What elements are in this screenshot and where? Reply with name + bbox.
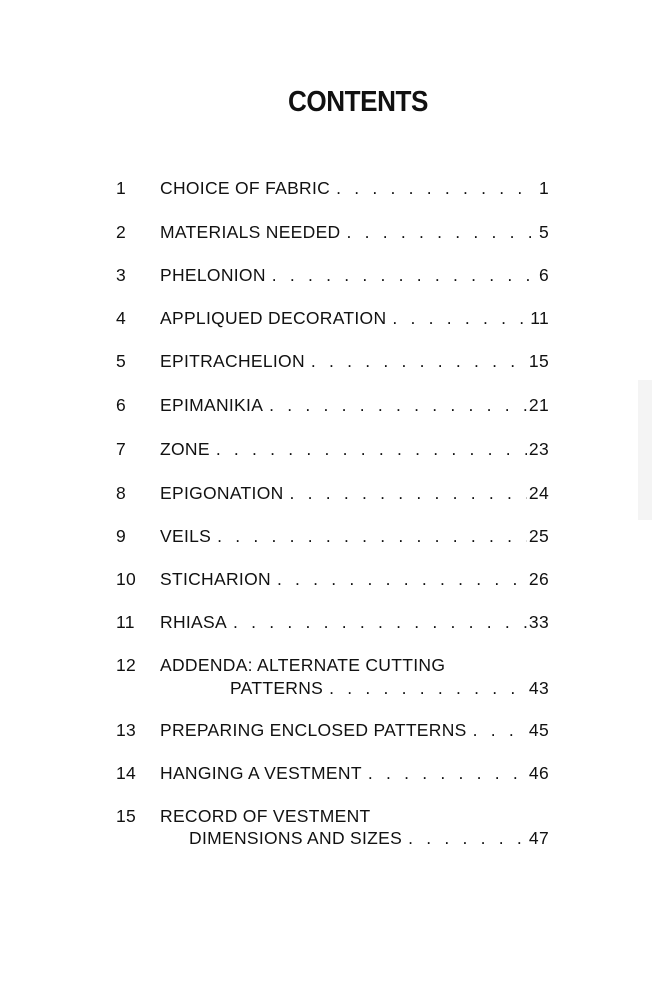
- entry-title: CHOICE OF FABRIC: [160, 178, 331, 198]
- entry-line: [160, 526, 549, 547]
- entry-line: [160, 222, 549, 243]
- entry-title: EPIMANIKIA: [160, 395, 264, 415]
- entry-line: [160, 439, 549, 460]
- entry-number: 9: [116, 526, 127, 546]
- entry-title-continued: PATTERNS: [230, 678, 324, 698]
- entry-page: 23: [528, 439, 549, 459]
- dot-leader: [277, 569, 527, 590]
- scan-edge-shadow: [638, 380, 652, 520]
- entry-title-continued: DIMENSIONS AND SIZES: [189, 828, 403, 848]
- entry-title: HANGING A VESTMENT: [160, 763, 362, 783]
- entry-title: APPLIQUED DECORATION: [160, 308, 387, 328]
- entry-line: [160, 308, 549, 329]
- entry-number: 7: [116, 439, 127, 459]
- entry-page: 43: [528, 678, 549, 698]
- dot-leader: [272, 265, 537, 286]
- dot-leader: [233, 612, 527, 633]
- dot-leader: [216, 439, 527, 460]
- dot-leader: [290, 483, 527, 504]
- entry-line: [160, 763, 549, 784]
- entry-title: MATERIALS NEEDED: [160, 222, 341, 242]
- entry-number: 5: [116, 351, 127, 371]
- dot-leader: [408, 828, 527, 849]
- entry-number: 11: [116, 612, 135, 632]
- dot-leader: [269, 395, 527, 416]
- entry-page: 25: [528, 526, 549, 546]
- entry-title: ZONE: [160, 439, 210, 459]
- entry-title: EPITRACHELION: [160, 351, 305, 371]
- entry-page: 26: [528, 569, 549, 589]
- entry-title: RECORD OF VESTMENT: [160, 806, 371, 826]
- entry-number: 3: [116, 265, 127, 285]
- entry-line: [160, 265, 549, 286]
- entry-page: 6: [538, 265, 549, 285]
- dot-leader: [336, 178, 537, 199]
- dot-leader: [473, 720, 527, 741]
- entry-page: 15: [528, 351, 549, 371]
- page-title: CONTENTS: [288, 86, 428, 118]
- entry-page: 24: [528, 483, 549, 503]
- entry-title: VEILS: [160, 526, 212, 546]
- entry-line: [160, 612, 549, 633]
- entry-title: PHELONION: [160, 265, 266, 285]
- dot-leader: [392, 308, 528, 329]
- entry-number: 13: [116, 720, 137, 740]
- entry-page: 21: [528, 395, 549, 415]
- entry-line: [160, 720, 549, 741]
- entry-page: 5: [538, 222, 549, 242]
- entry-title: ADDENDA: ALTERNATE CUTTING: [160, 655, 446, 675]
- dot-leader: [368, 763, 527, 784]
- entry-page: 46: [528, 763, 549, 783]
- entry-page: 47: [528, 828, 549, 848]
- dot-leader: [346, 222, 536, 243]
- entry-title: RHIASA: [160, 612, 227, 632]
- entry-page: 33: [528, 612, 549, 632]
- entry-line: [160, 395, 549, 416]
- dot-leader: [329, 678, 527, 699]
- entry-line: [160, 483, 549, 504]
- entry-title: PREPARING ENCLOSED PATTERNS: [160, 720, 467, 740]
- entry-page: 11: [530, 308, 549, 328]
- entry-line: [160, 569, 549, 590]
- entry-page: 45: [528, 720, 549, 740]
- entry-title: EPIGONATION: [160, 483, 284, 503]
- entry-line: [160, 351, 549, 372]
- entry-number: 15: [116, 806, 137, 826]
- entry-number: 1: [116, 178, 127, 198]
- entry-number: 4: [116, 308, 127, 328]
- entry-number: 12: [116, 655, 137, 675]
- dot-leader: [217, 526, 527, 547]
- entry-number: 8: [116, 483, 127, 503]
- entry-line: [160, 178, 549, 199]
- entry-line: [189, 828, 549, 849]
- entry-line: [230, 678, 549, 699]
- entry-number: 14: [116, 763, 137, 783]
- entry-number: 10: [116, 569, 137, 589]
- entry-number: 2: [116, 222, 127, 242]
- entry-page: 1: [538, 178, 549, 198]
- entry-number: 6: [116, 395, 127, 415]
- entry-title: STICHARION: [160, 569, 271, 589]
- dot-leader: [311, 351, 527, 372]
